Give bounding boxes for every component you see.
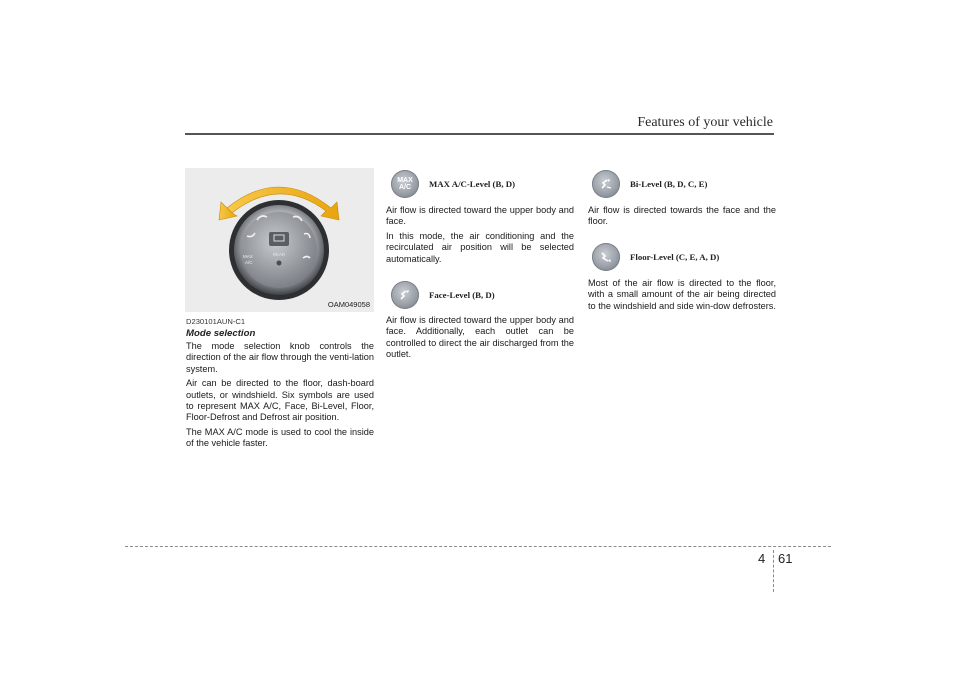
mode-heading-max-ac	[391, 170, 515, 198]
mode-label-bi-level: Bi-Level (B, D, C, E)	[630, 179, 708, 189]
page-number: 61	[778, 551, 793, 566]
mode-heading-floor-level	[592, 243, 719, 271]
mode-text-floor-level	[588, 278, 776, 315]
intro-paragraph: Air can be directed to the floor, dash-board outlets, or windshield. Six symbols are used to represent MAX A/C, Face, Bi-Level, Floor, Floor-Defrost and Defrost air position.	[186, 378, 374, 423]
mode-paragraph: Most of the air flow is directed to the floor, with a small amount of the air being directed to the windshield and side win-dow defrosters.	[588, 278, 776, 311]
mode-text-max-ac	[386, 205, 574, 268]
mode-text-face-level	[386, 315, 574, 364]
mode-label-floor-level: Floor-Level (C, E, A, D)	[630, 252, 720, 262]
mode-text-bi-level	[588, 205, 776, 231]
mode-label-max-ac: MAX A/C-Level (B, D)	[429, 179, 515, 189]
floor-level-glyph	[598, 249, 614, 265]
bi-level-glyph	[598, 176, 614, 192]
header-rule	[185, 133, 774, 135]
intro-column	[186, 341, 374, 453]
rear-indicator	[277, 261, 282, 266]
mode-heading-bi-level	[592, 170, 707, 198]
knob-rear-label: REAR	[272, 252, 286, 257]
mode-paragraph: Air flow is directed toward the upper body and face.	[386, 205, 574, 227]
footer-divider	[773, 550, 774, 592]
intro-paragraph: The mode selection knob controls the direction of the air flow through the venti-lation system.	[186, 341, 374, 374]
mode-heading-face-level	[391, 281, 495, 309]
knob-max-label: MAX	[243, 254, 253, 259]
intro-paragraph: The MAX A/C mode is used to cool the inside of the vehicle faster.	[186, 426, 374, 449]
face-level-glyph	[397, 287, 413, 303]
footer-rule	[125, 546, 831, 547]
knob-ac-label: A/C	[245, 260, 253, 265]
mode-knob-illustration	[185, 168, 374, 312]
knob-face	[241, 212, 317, 288]
max-ac-icon	[391, 170, 419, 198]
mode-label-face-level: Face-Level (B, D)	[429, 290, 495, 300]
bi-level-icon	[592, 170, 620, 198]
mode-paragraph: Air flow is directed toward the upper body and face. Additionally, each outlet can be controlled to direct the air discharged from the outlet.	[386, 315, 574, 360]
page-chapter-number: 4	[758, 551, 766, 566]
floor-level-icon	[592, 243, 620, 271]
face-level-icon	[391, 281, 419, 309]
doc-code: D230101AUN-C1	[186, 317, 246, 326]
rear-defrost-button	[269, 232, 289, 246]
mode-knob-figure	[185, 168, 374, 312]
section-title: Mode selection	[186, 328, 256, 339]
page-header-title: Features of your vehicle	[637, 115, 773, 130]
figure-code: OAM049058	[327, 300, 370, 309]
mode-paragraph: Air flow is directed towards the face and the floor.	[588, 205, 776, 227]
max-ac-icon-text: MAX A/C	[397, 177, 413, 191]
mode-paragraph: In this mode, the air conditioning and the recirculated air position will be selected automatically.	[386, 230, 574, 264]
